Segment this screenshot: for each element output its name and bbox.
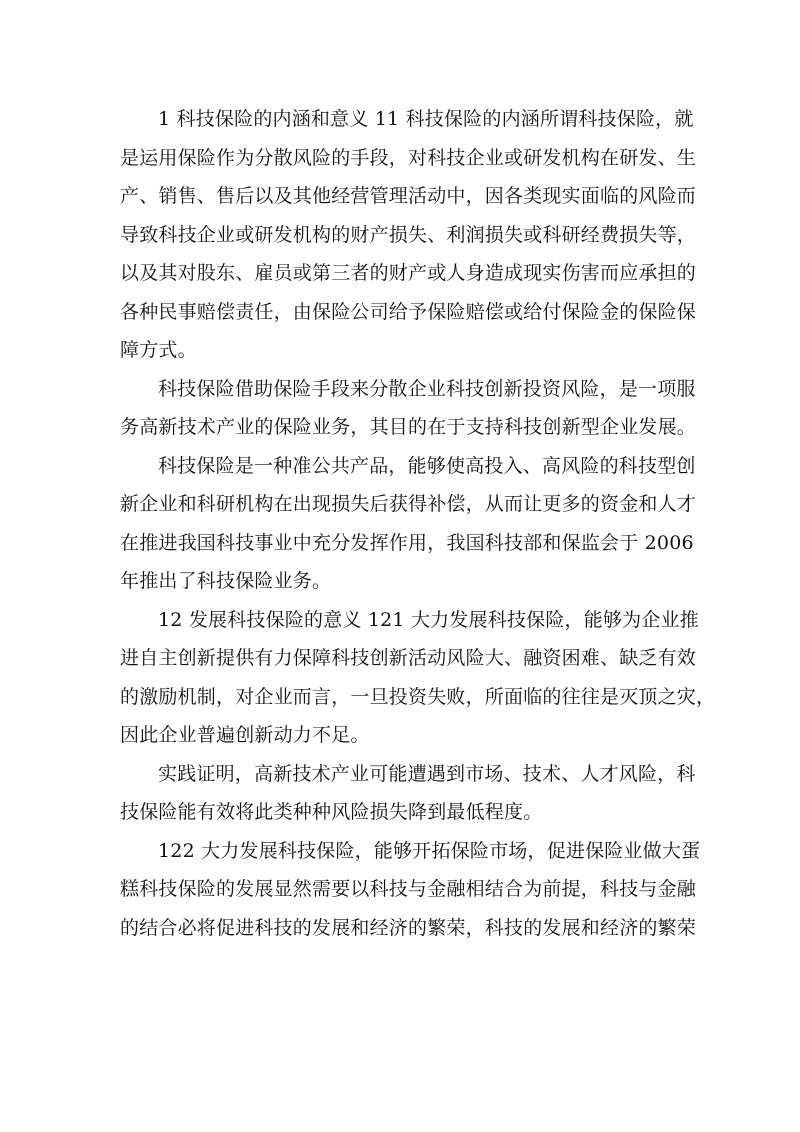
text-line: 122 大力发展科技保险，能够开拓保险市场，促进保险业做大蛋 (158, 839, 701, 862)
text-line: 科技保险是一种准公共产品，能够使高投入、高风险的科技型创 (158, 454, 696, 477)
text-line: 进自主创新提供有力保障科技创新活动风险大、融资困难、缺乏有效 (120, 647, 697, 669)
text-line: 技保险能有效将此类种种风险损失降到最低程度。 (120, 801, 543, 823)
text-line: 以及其对股东、雇员或第三者的财产或人身造成现实伤害而应承担的 (120, 262, 697, 284)
text-line: 糕科技保险的发展显然需要以科技与金融相结合为前提，科技与金融 (120, 878, 697, 900)
text-line: 障方式。 (120, 339, 197, 361)
text-line: 新企业和科研机构在出现损失后获得补偿，从而让更多的资金和人才 (120, 493, 697, 515)
text-line: 实践证明，高新技术产业可能遭遇到市场、技术、人才风险，科 (158, 762, 696, 785)
text-line: 的结合必将促进科技的发展和经济的繁荣，科技的发展和经济的繁荣 (120, 916, 697, 939)
paragraph-3 (120, 447, 697, 601)
text-line: 在推进我国科技事业中充分发挥作用，我国科技部和保监会于 2006 (120, 531, 694, 554)
text-line: 务高新技术产业的保险业务，其目的在于支持科技创新型企业发展。 (120, 416, 697, 438)
text-line: 各种民事赔偿责任，由保险公司给予保险赔偿或给付保险金的保险保 (120, 300, 697, 323)
text-line: 因此企业普遍创新动力不足。 (120, 724, 370, 746)
paragraph-5 (120, 755, 696, 832)
document-page (120, 100, 716, 947)
text-line: 的激励机制，对企业而言，一旦投资失败，所面临的往往是灭顶之灾， (120, 685, 716, 708)
text-line: 12 发展科技保险的意义 121 大力发展科技保险，能够为企业推 (158, 608, 699, 631)
text-line: 导致科技企业或研发机构的财产损失、利润损失或科研经费损失等， (120, 223, 697, 246)
paragraph-6 (120, 832, 701, 948)
text-line: 年推出了科技保险业务。 (120, 570, 332, 592)
text-line: 产、销售、售后以及其他经营管理活动中，因各类现实面临的风险而 (120, 185, 697, 207)
paragraph-1 (120, 100, 697, 370)
paragraph-4 (120, 601, 716, 755)
text-line: 是运用保险作为分散风险的手段，对科技企业或研发机构在研发、生 (120, 146, 697, 169)
text-line: 1 科技保险的内涵和意义 11 科技保险的内涵所谓科技保险，就 (158, 108, 694, 130)
paragraph-2 (120, 370, 697, 447)
text-line: 科技保险借助保险手段来分散企业科技创新投资风险，是一项服 (158, 377, 696, 400)
